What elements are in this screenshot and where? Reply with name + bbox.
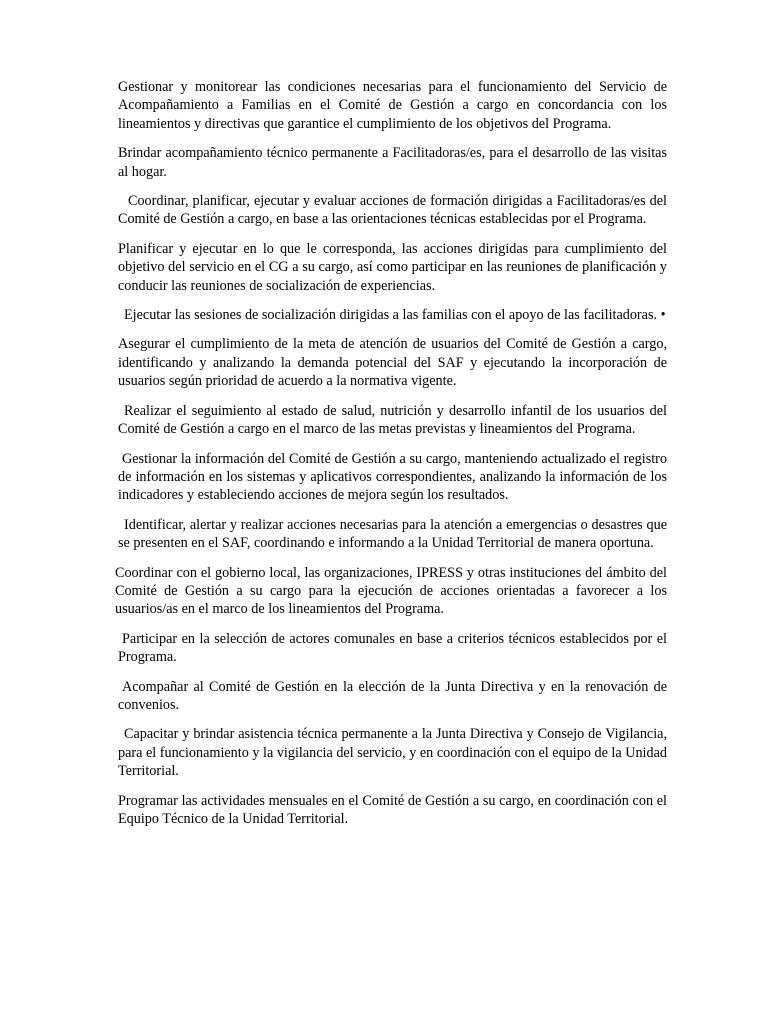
paragraph-9: Identificar, alertar y realizar acciones necesarias para la atención a emergencias o desastres que se presenten en el SAF, coordinando e informando a la Unidad Territorial de manera oportuna. (118, 516, 667, 552)
paragraph-11: Participar en la selección de actores comunales en base a criterios técnicos establecidos por el Programa. (118, 630, 667, 666)
paragraph-12: Acompañar al Comité de Gestión en la elección de la Junta Directiva y en la renovación de convenios. (118, 678, 667, 713)
paragraph-4: Planificar y ejecutar en lo que le corresponda, las acciones dirigidas para cumplimiento del objetivo del servicio en el CG a su cargo, así como participar en las reuniones de planificación y conducir las reuniones de socialización de experiencias. (118, 240, 667, 294)
paragraph-8: Gestionar la información del Comité de Gestión a su cargo, manteniendo actualizado el registro de información en los sistemas y aplicativos correspondientes, analizando la información de los indicadores y estableciendo acciones de mejora según los resultados. (118, 450, 667, 504)
paragraph-1: Gestionar y monitorear las condiciones necesarias para el funcionamiento del Servicio de Acompañamiento a Familias en el Comité de Gestión a cargo en concordancia con los lineamientos y directivas que garantice el cumplimiento de los objetivos del Programa. (118, 79, 667, 132)
paragraph-2: Brindar acompañamiento técnico permanente a Facilitadoras/es, para el desarrollo de las visitas al hogar. (118, 145, 667, 180)
paragraph-13: Capacitar y brindar asistencia técnica permanente a la Junta Directiva y Consejo de Vigilancia, para el funcionamiento y la vigilancia del servicio, y en coordinación con el equipo de la Unidad Territorial. (118, 726, 667, 780)
paragraph-3: Coordinar, planificar, ejecutar y evaluar acciones de formación dirigidas a Facilitadoras/es del Comité de Gestión a cargo, en base a las orientaciones técnicas establecidas por el Programa. (118, 193, 667, 228)
document-page (115, 78, 667, 839)
paragraph-5: Ejecutar las sesiones de socialización dirigidas a las familias con el apoyo de las facilitadoras. • (124, 307, 666, 324)
paragraph-14: Programar las actividades mensuales en el Comité de Gestión a su cargo, en coordinación con el Equipo Técnico de la Unidad Territorial. (118, 792, 667, 827)
paragraph-10: Coordinar con el gobierno local, las organizaciones, IPRESS y otras instituciones del ámbito del Comité de Gestión a su cargo para la ejecución de acciones orientadas a favorecer a los usuarios/as en el marco de los lineamientos del Programa. (115, 564, 667, 618)
paragraph-7: Realizar el seguimiento al estado de salud, nutrición y desarrollo infantil de los usuarios del Comité de Gestión a cargo en el marco de las metas previstas y lineamientos del Programa. (118, 402, 667, 438)
paragraph-6: Asegurar el cumplimiento de la meta de atención de usuarios del Comité de Gestión a cargo, identificando y analizando la demanda potencial del SAF y ejecutando la incorporación de usuarios según prioridad de acuerdo a la normativa vigente. (118, 336, 667, 390)
